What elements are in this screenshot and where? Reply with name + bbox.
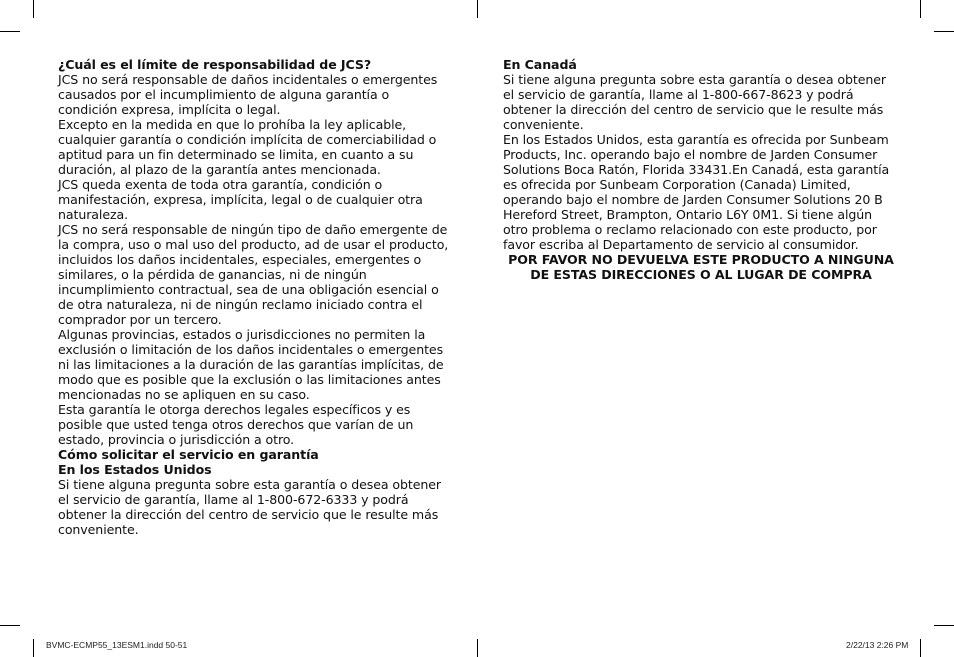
heading-service: Cómo solicitar el servicio en garantía bbox=[58, 447, 319, 462]
paragraph: Algunas provincias, estados o jurisdicciones no permiten la exclusión o limitación de los daños incidentales o emergentes ni las limitaciones a la duración de las garantías implícitas, de modo que es posible que la exclusión o las limitaciones antes mencionadas no se apliquen en su caso. bbox=[58, 327, 444, 402]
heading-us: En los Estados Unidos bbox=[58, 462, 212, 477]
paragraph: JCS no será responsable de ningún tipo de daño emergente de la compra, uso o mal uso del producto, ad de usar el producto, incluidos los daños incidentales, especiales, emergentes o similares, o la pérdida de ganancias, ni de ningún incumplimiento contractual, sea de una obligación esencial o de otra naturaleza, ni de ningún reclamo iniciado contra el comprador por un tercero. bbox=[58, 222, 449, 327]
left-column bbox=[58, 57, 450, 537]
crop-mark bbox=[477, 639, 478, 657]
crop-mark bbox=[920, 0, 921, 18]
right-column bbox=[503, 57, 899, 282]
crop-mark bbox=[920, 639, 921, 657]
crop-mark bbox=[477, 0, 478, 18]
heading-liability: ¿Cuál es el límite de responsabilidad de JCS? bbox=[58, 57, 372, 72]
crop-mark bbox=[0, 625, 20, 626]
crop-mark bbox=[934, 31, 954, 32]
footer-date: 2/22/13 2:26 PM bbox=[846, 640, 909, 650]
paragraph: JCS queda exenta de toda otra garantía, condición o manifestación, expresa, implícita, legal o de cualquier otra naturaleza. bbox=[58, 177, 423, 222]
paragraph: JCS no será responsable de daños incidentales o emergentes causados por el incumplimiento de alguna garantía o condición expresa, implícita o legal. bbox=[58, 72, 438, 117]
paragraph: Excepto en la medida en que lo prohíba la ley aplicable, cualquier garantía o condición implícita de comerciabilidad o aptitud para un fin determinado se limita, en cuanto a su duración, al plazo de la garantía antes mencionada. bbox=[58, 117, 437, 177]
notice-line: DE ESTAS DIRECCIONES O AL LUGAR DE COMPRA bbox=[530, 267, 872, 282]
notice-line: POR FAVOR NO DEVUELVA ESTE PRODUCTO A NINGUNA bbox=[508, 252, 894, 267]
crop-mark bbox=[0, 31, 20, 32]
paragraph: Esta garantía le otorga derechos legales específicos y es posible que usted tenga otros derechos que varían de un estado, provincia o jurisdicción a otro. bbox=[58, 402, 414, 447]
paragraph: En los Estados Unidos, esta garantía es ofrecida por Sunbeam Products, Inc. operando bajo el nombre de Jarden Consumer Solutions Boca Ratón, Florida 33431.En Canadá, esta garantía es ofrecida por Sunbeam Corporation (Canada) Limited, operando bajo el nombre de Jarden Consumer Solutions 20 B Hereford Street, Brampton, Ontario L6Y 0M1. Si tiene algún otro problema o reclamo relacionado con este producto, por favor escriba al Departamento de servicio al consumidor. bbox=[503, 132, 890, 252]
crop-mark bbox=[33, 0, 34, 18]
crop-mark bbox=[934, 625, 954, 626]
crop-mark bbox=[33, 639, 34, 657]
paragraph: Si tiene alguna pregunta sobre esta garantía o desea obtener el servicio de garantía, llame al 1-800-672-6333 y podrá obtener la dirección del centro de servicio que le resulte más conveniente. bbox=[58, 477, 441, 537]
footer-file: BVMC-ECMP55_13ESM1.indd 50-51 bbox=[46, 640, 188, 650]
heading-canada: En Canadá bbox=[503, 57, 577, 72]
paragraph: Si tiene alguna pregunta sobre esta garantía o desea obtener el servicio de garantía, llame al 1-800-667-8623 y podrá obtener la dirección del centro de servicio que le resulte más conveniente. bbox=[503, 72, 886, 132]
